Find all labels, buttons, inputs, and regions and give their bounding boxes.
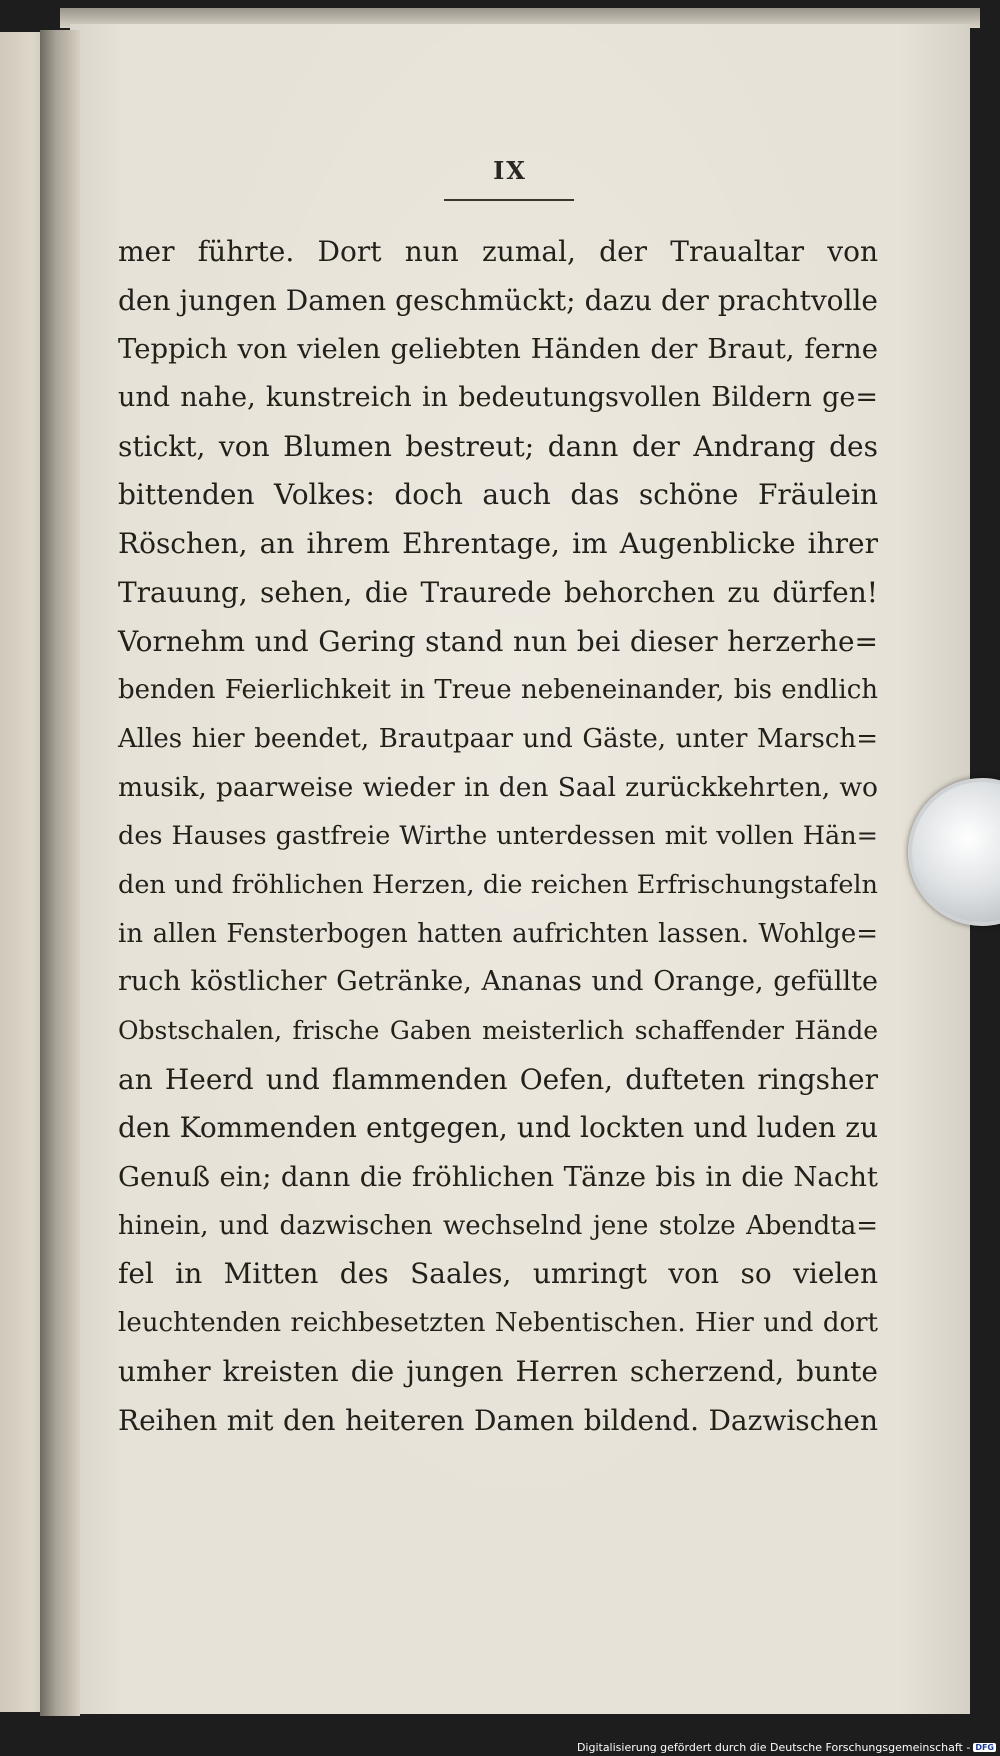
footer-credit	[577, 1741, 996, 1754]
text-line: bittenden Volkes: doch auch das schöne Fräulein	[118, 478, 878, 512]
text-line: Röschen, an ihrem Ehrentage, im Augenblicke ihrer	[118, 527, 878, 561]
text-line: Teppich von vielen geliebten Händen der Braut, ferne	[118, 333, 878, 366]
text-line: Trauung, sehen, die Traurede behorchen zu dürfen!	[118, 575, 878, 609]
dfg-logo: DFG	[975, 1743, 994, 1752]
text-line: Obstschalen, frische Gaben meisterlich schaffender Hände	[118, 1016, 878, 1045]
text-line: hinein, und dazwischen wechselnd jene stolze Abendta=	[118, 1210, 878, 1241]
text-line: ruch köstlicher Getränke, Ananas und Orange, gefüllte	[118, 966, 878, 998]
header-rule	[444, 199, 574, 201]
text-line: den Kommenden entgegen, und lockten und luden zu	[118, 1111, 878, 1145]
book-gutter	[40, 30, 80, 1716]
text-line: den jungen Damen geschmückt; dazu der prachtvolle	[118, 283, 878, 317]
text-line: Genuß ein; dann die fröhlichen Tänze bis in die Nacht	[118, 1161, 878, 1194]
page-body	[118, 228, 878, 1445]
text-line: Reihen mit den heiteren Damen bildend. Dazwischen	[118, 1403, 878, 1437]
text-line: mer führte. Dort nun zumal, der Traualtar von	[118, 235, 878, 268]
text-line: fel in Mitten des Saales, umringt von so vielen	[118, 1257, 878, 1291]
text-line: Vornehm und Gering stand nun bei dieser herzerhe=	[118, 624, 878, 658]
text-line: leuchtenden reichbesetzten Nebentischen. Hier und dort	[118, 1308, 878, 1339]
text-line: Alles hier beendet, Brautpaar und Gäste, unter Marsch=	[118, 723, 878, 754]
text-line: des Hauses gastfreie Wirthe unterdessen mit vollen Hän=	[118, 821, 878, 852]
text-line: benden Feierlichkeit in Treue nebeneinander, bis endlich	[118, 675, 878, 706]
text-line: in allen Fensterbogen hatten aufrichten lassen. Wohlge=	[118, 918, 878, 949]
text-line: stickt, von Blumen bestreut; dann der Andrang des	[118, 429, 878, 463]
text-line: umher kreisten die jungen Herren scherzend, bunte	[118, 1354, 878, 1388]
text-line: musik, paarweise wieder in den Saal zurückkehrten, wo	[118, 771, 878, 803]
text-line: den und fröhlichen Herzen, die reichen Erfrischungstafeln	[118, 869, 878, 900]
footer-credit-text: Digitalisierung gefördert durch die Deutsche Forschungsgemeinschaft -	[576, 1741, 971, 1754]
page-number: IX	[493, 156, 527, 185]
text-line: und nahe, kunstreich in bedeutungsvollen Bildern ge=	[118, 382, 878, 414]
text-line: an Heerd und flammenden Oefen, dufteten ringsher	[118, 1062, 878, 1096]
